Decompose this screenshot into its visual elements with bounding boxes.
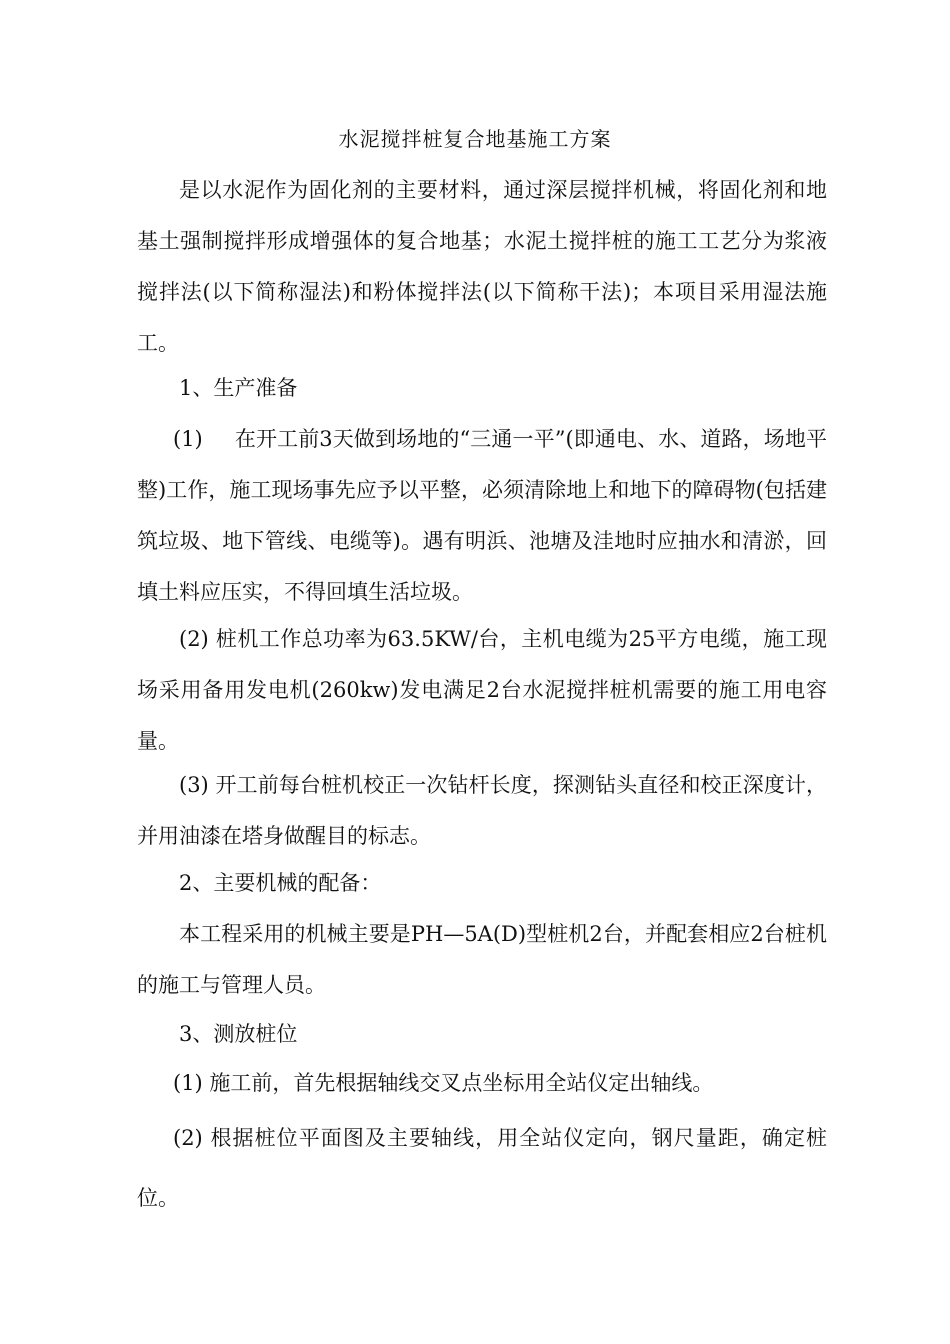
section-3-item-1: (1) 施工前，首先根据轴线交叉点坐标用全站仪定出轴线。	[173, 1071, 714, 1095]
section-1-item-2: (2) 桩机工作总功率为63.5KW/台，主机电缆为25平方电缆，施工现场采用备用发电机(260kw)发电满足2台水泥搅拌桩机需要的施工用电容量。	[137, 627, 827, 753]
section-1-item-3: (3) 开工前每台桩机校正一次钻杆长度，探测钻头直径和校正深度计，并用油漆在塔身做醒目的标志。	[137, 773, 827, 848]
section-1-heading: 1、生产准备	[179, 376, 298, 400]
intro-paragraph: 是以水泥作为固化剂的主要材料，通过深层搅拌机械，将固化剂和地基土强制搅拌形成增强体的复合地基；水泥土搅拌桩的施工工艺分为浆液搅拌法(以下简称湿法)和粉体搅拌法(以下简称干法)；本项目采用湿法施工。	[137, 178, 827, 355]
section-2-paragraph: 本工程采用的机械主要是PH—5A(D)型桩机2台，并配套相应2台桩机的施工与管理人员。	[137, 922, 827, 997]
item-text: 在开工前3天做到场地的“三通一平”(即通电、水、道路，场地平整)工作，施工现场事先应予以平整，必须清除地上和地下的障碍物(包括建筑垃圾、地下管线、电缆等)。遇有明浜、池塘及洼地时应抽水和清淤，回填土料应压实，不得回填生活垃圾。	[137, 427, 827, 604]
item-number: (1)	[173, 427, 203, 451]
section-3-heading: 3、测放桩位	[179, 1022, 298, 1046]
section-1-item-1	[137, 414, 827, 618]
document-title: 水泥搅拌桩复合地基施工方案	[338, 127, 612, 151]
section-2-heading: 2、主要机械的配备：	[179, 871, 382, 895]
section-3-item-2: (2) 根据桩位平面图及主要轴线，用全站仪定向，钢尺量距，确定桩位。	[137, 1126, 827, 1210]
